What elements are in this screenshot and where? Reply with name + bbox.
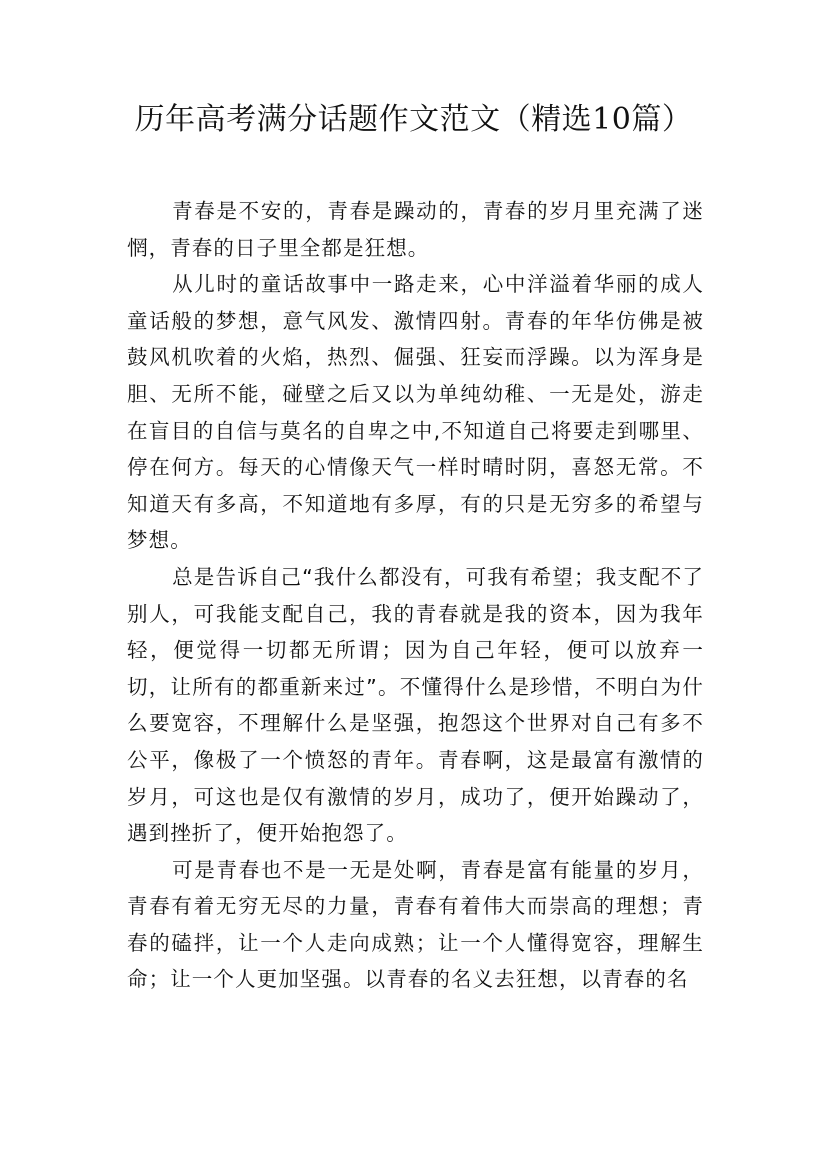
paragraph-3: 总是告诉自己“我什么都没有，可我有希望；我支配不了别人，可我能支配自己，我的青春就是我的资本，因为我年轻，便觉得一切都无所谓；因为自己年轻，便可以放弃一切，让所有的都重新来过”。不懂得什么是珍惜，不明白为什么要宽容，不理解什么是坚强，抱怨这个世界对自己有多不公平，像极了一个愤怒的青年。青春啊，这是最富有激情的岁月，可这也是仅有激情的岁月，成功了，便开始躁动了，遇到挫折了，便开始抱怨了。	[127, 564, 704, 846]
document-body	[127, 193, 704, 998]
paragraph-2: 从儿时的童话故事中一路走来，心中洋溢着华丽的成人童话般的梦想，意气风发、激情四射。青春的年华仿佛是被鼓风机吹着的火焰，热烈、倔强、狂妄而浮躁。以为浑身是胆、无所不能，碰壁之后又以为单纯幼稚、一无是处，游走在盲目的自信与莫名的自卑之中,不知道自己将要走到哪里、停在何方。每天的心情像天气一样时晴时阴，喜怒无常。不知道天有多高，不知道地有多厚，有的只是无穷多的希望与梦想。	[127, 272, 704, 553]
paragraph-1: 青春是不安的，青春是躁动的，青春的岁月里充满了迷惘，青春的日子里全都是狂想。	[127, 199, 704, 260]
document-title: 历年高考满分话题作文范文（精选10篇）	[134, 102, 693, 137]
paragraph-4: 可是青春也不是一无是处啊，青春是富有能量的岁月，青春有着无穷无尽的力量，青春有着伟大而崇高的理想；青春的磕拌，让一个人走向成熟；让一个人懂得宽容，理解生命；让一个人更加坚强。以青春的名义去狂想，以青春的名	[127, 857, 704, 992]
